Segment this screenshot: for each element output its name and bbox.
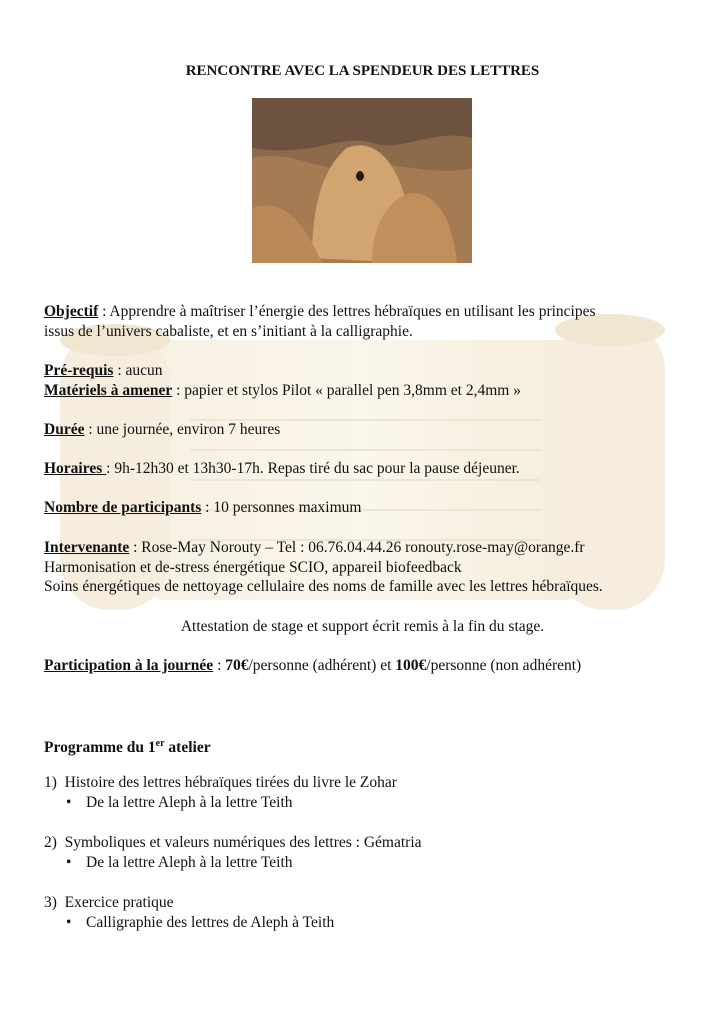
bullet-icon: • xyxy=(66,914,72,931)
item-number: 3) xyxy=(44,894,57,911)
participation-sep: : xyxy=(213,657,226,674)
program-item xyxy=(44,893,174,913)
prerequis-label: Pré-requis xyxy=(44,362,114,379)
programme-prefix: Programme du 1 xyxy=(44,739,156,757)
intervenante-label: Intervenante xyxy=(44,539,130,556)
subitem-text: De la lettre Aleph à la lettre Teith xyxy=(86,854,293,871)
horaires-text: : 9h-12h30 et 13h30-17h. Repas tiré du sac pour la pause déjeuner. xyxy=(106,460,520,477)
cave-photo xyxy=(252,98,472,263)
subitem-text: Calligraphie des lettres de Aleph à Teith xyxy=(86,914,335,931)
materiels-line xyxy=(44,381,521,401)
objectif-line-1 xyxy=(44,302,596,322)
prerequis-text: : aucun xyxy=(113,362,163,379)
prerequis-line xyxy=(44,361,163,381)
objectif-line-2: issus de l’univers cabaliste, et en s’initiant à la calligraphie. xyxy=(44,323,413,340)
participants-label: Nombre de participants xyxy=(44,499,202,516)
participation-line xyxy=(44,656,581,676)
item-number: 1) xyxy=(44,774,57,791)
programme-heading xyxy=(44,734,211,758)
attestation-line: Attestation de stage et support écrit remis à la fin du stage. xyxy=(180,618,545,635)
intervenante-line xyxy=(44,538,585,558)
document-title: RENCONTRE AVEC LA SPENDEUR DES LETTRES xyxy=(185,63,540,79)
bullet-icon: • xyxy=(66,854,72,871)
materiels-text: : papier et stylos Pilot « parallel pen 3,8mm et 2,4mm » xyxy=(172,382,521,399)
item-text: Histoire des lettres hébraïques tirées du livre le Zohar xyxy=(64,774,397,791)
participation-label: Participation à la journée xyxy=(44,657,214,674)
intervenante-text: : Rose-May Norouty – Tel : 06.76.04.44.26 ronouty.rose-may@orange.fr xyxy=(129,539,585,556)
intervenante-line-3: Soins énergétiques de nettoyage cellulaire des noms de famille avec les lettres hébraïques. xyxy=(44,578,603,595)
horaires-label: Horaires xyxy=(44,460,107,477)
intervenante-line-2: Harmonisation et de-stress énergétique SCIO, appareil biofeedback xyxy=(44,559,462,576)
objectif-label: Objectif xyxy=(44,303,99,320)
participation-text-2: /personne (non adhérent) xyxy=(426,657,582,674)
item-text: Exercice pratique xyxy=(64,894,174,911)
participants-text: : 10 personnes maximum xyxy=(201,499,362,516)
program-item xyxy=(44,833,422,853)
item-text: Symboliques et valeurs numériques des lettres : Gématria xyxy=(64,834,422,851)
program-subitem xyxy=(66,853,293,873)
programme-sup: er xyxy=(155,738,165,749)
item-number: 2) xyxy=(44,834,57,851)
bullet-icon: • xyxy=(66,794,72,811)
duree-line xyxy=(44,420,280,440)
price-member: 70€ xyxy=(225,657,249,674)
horaires-line xyxy=(44,459,520,479)
duree-text: : une journée, environ 7 heures xyxy=(84,421,281,438)
programme-suffix: atelier xyxy=(164,739,211,757)
program-subitem xyxy=(66,913,334,933)
subitem-text: De la lettre Aleph à la lettre Teith xyxy=(86,794,293,811)
duree-label: Durée xyxy=(44,421,85,438)
price-non-member: 100€ xyxy=(395,657,427,674)
participation-text-1: /personne (adhérent) et xyxy=(248,657,396,674)
participants-line xyxy=(44,498,361,518)
objectif-text: : Apprendre à maîtriser l’énergie des lettres hébraïques en utilisant les principes xyxy=(98,303,596,320)
program-subitem xyxy=(66,793,293,813)
program-item xyxy=(44,773,397,793)
materiels-label: Matériels à amener xyxy=(44,382,173,399)
